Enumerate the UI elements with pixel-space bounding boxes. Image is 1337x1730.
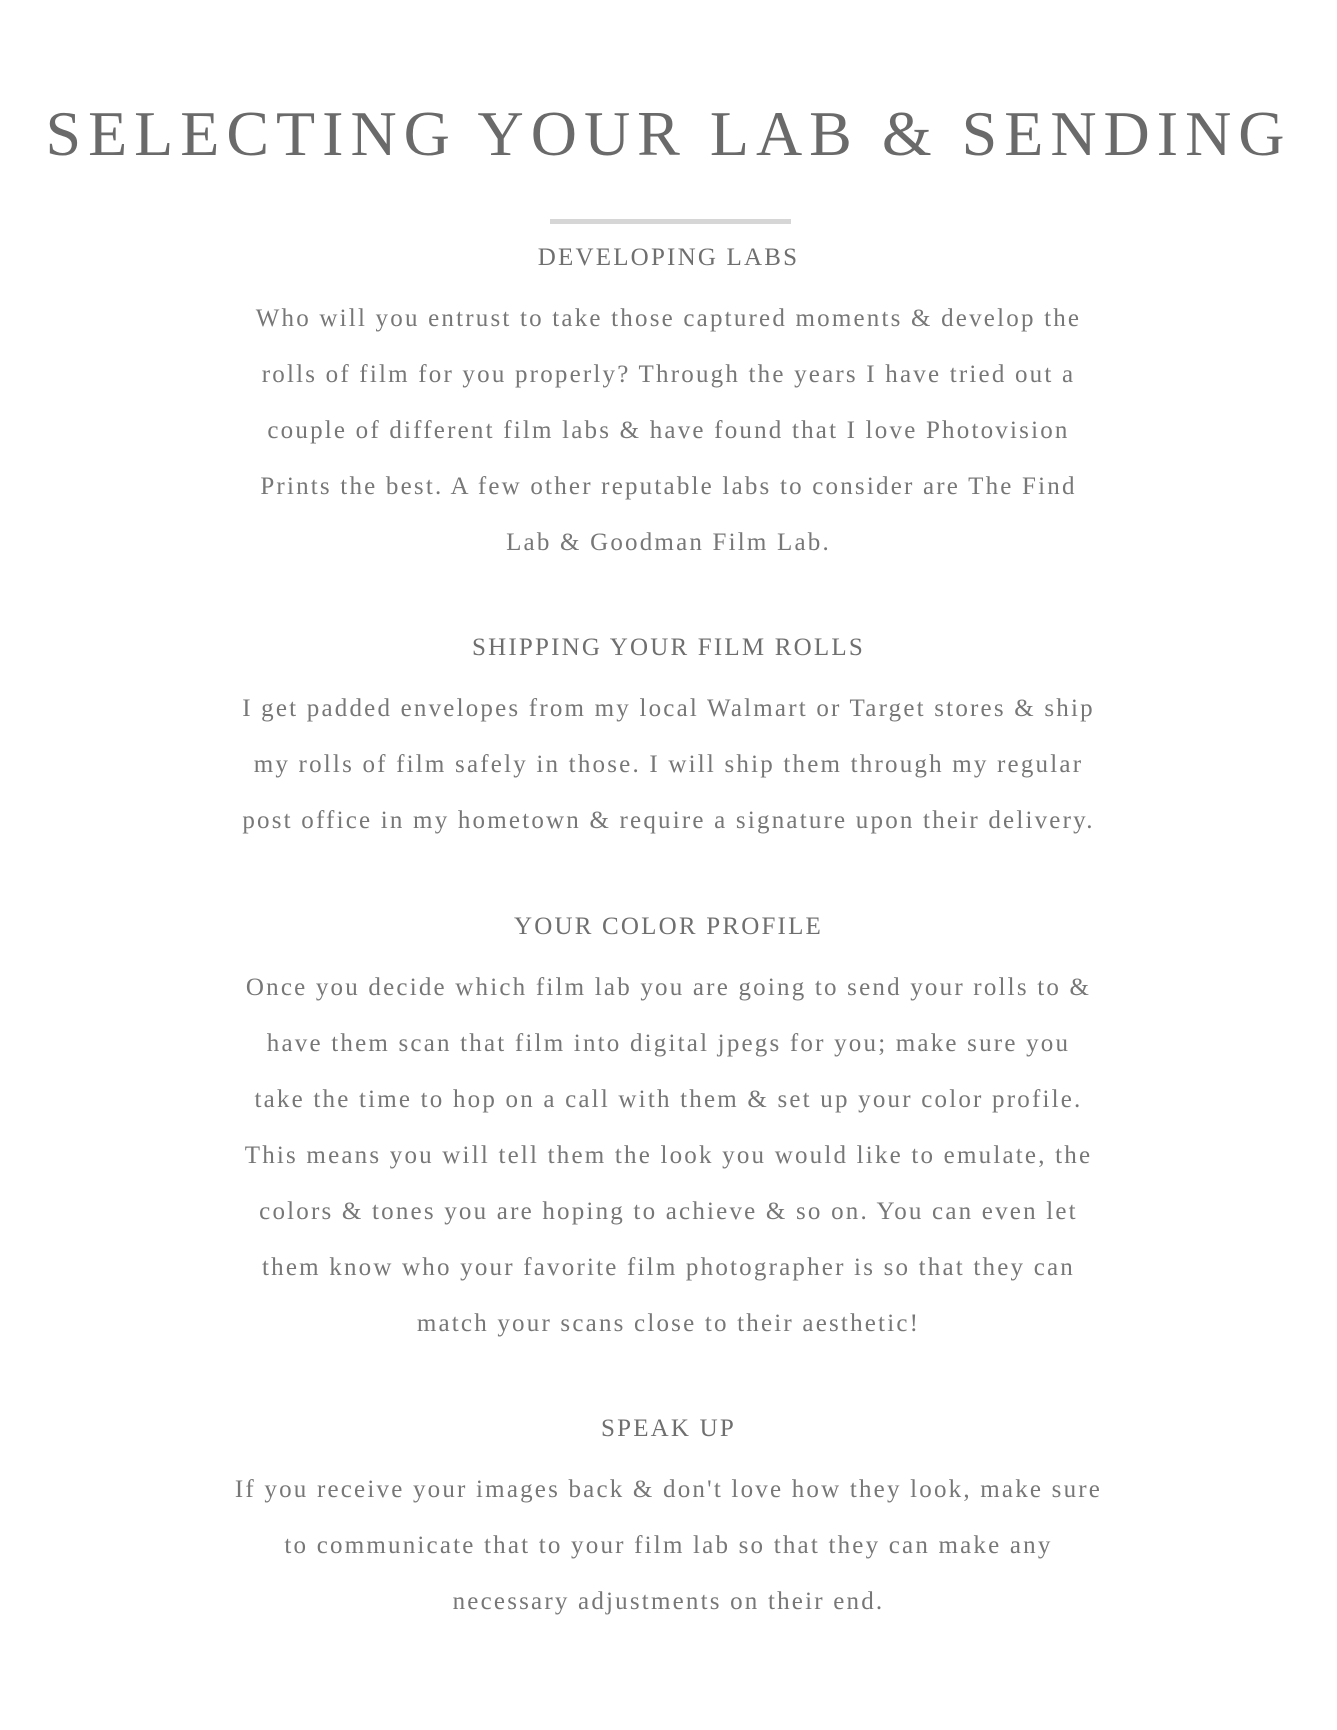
section-heading: SPEAK UP: [601, 1415, 736, 1442]
paragraph-line: I get padded envelopes from my local Walmart or Target stores & ship: [242, 695, 1095, 722]
paragraph-line: couple of different film labs & have found that I love Photovision: [267, 417, 1070, 444]
section-heading: SHIPPING YOUR FILM ROLLS: [472, 634, 865, 661]
section-shipping-film-rolls: [140, 633, 1197, 849]
paragraph-line: Prints the best. A few other reputable labs to consider are The Find: [260, 473, 1077, 500]
paragraph-line: If you receive your images back & don't love how they look, make sure: [234, 1476, 1103, 1503]
paragraph-line: Who will you entrust to take those captured moments & develop the: [255, 305, 1082, 332]
paragraph-line: post office in my hometown & require a signature upon their delivery.: [242, 807, 1095, 834]
paragraph-line: rolls of film for you properly? Through the years I have tried out a: [261, 361, 1076, 388]
paragraph-line: Once you decide which film lab you are going to send your rolls to &: [245, 974, 1092, 1001]
paragraph-line: This means you will tell them the look you would like to emulate, the: [244, 1142, 1093, 1169]
section-heading: YOUR COLOR PROFILE: [513, 913, 824, 940]
paragraph-line: necessary adjustments on their end.: [452, 1588, 885, 1615]
paragraph-line: to communicate that to your film lab so that they can make any: [284, 1532, 1053, 1559]
section-developing-labs: [140, 243, 1197, 571]
section-speak-up: [140, 1414, 1197, 1630]
section-color-profile: [140, 912, 1197, 1352]
paragraph-line: have them scan that film into digital jpegs for you; make sure you: [266, 1030, 1071, 1057]
paragraph-line: my rolls of film safely in those. I will ship them through my regular: [253, 751, 1084, 778]
section-heading: DEVELOPING LABS: [537, 244, 800, 271]
paragraph-line: Lab & Goodman Film Lab.: [506, 529, 831, 556]
page-title: SELECTING YOUR LAB & SENDING: [45, 98, 1292, 169]
paragraph-line: colors & tones you are hoping to achieve & so on. You can even let: [259, 1198, 1078, 1225]
paragraph-line: take the time to hop on a call with them & set up your color profile.: [254, 1086, 1083, 1113]
paragraph-line: match your scans close to their aesthetic!: [416, 1310, 921, 1337]
title-divider: [550, 219, 791, 224]
paragraph-line: them know who your favorite film photographer is so that they can: [262, 1254, 1075, 1281]
